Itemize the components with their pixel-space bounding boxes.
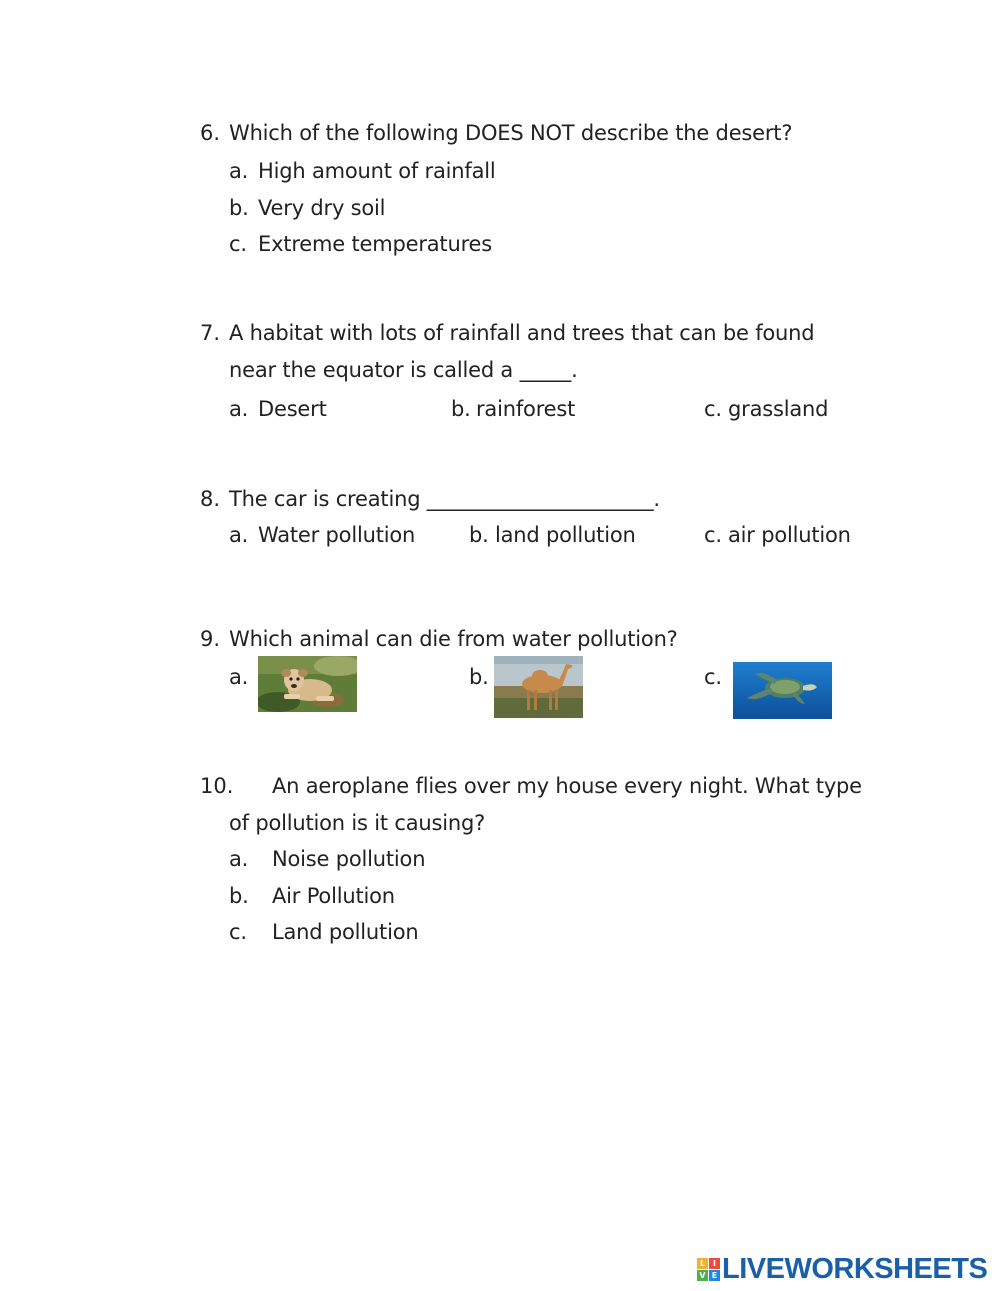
- logo-block-l: L: [697, 1258, 708, 1269]
- question-number: 7.: [200, 321, 221, 345]
- option-text[interactable]: rainforest: [476, 397, 576, 421]
- question-number: 10.: [200, 774, 234, 798]
- option-label: a.: [229, 159, 249, 183]
- option-label: c.: [229, 920, 247, 944]
- option-text[interactable]: Water pollution: [258, 523, 416, 547]
- logo-blocks-icon: [697, 1258, 720, 1281]
- option-text[interactable]: grassland: [728, 397, 829, 421]
- option-text[interactable]: High amount of rainfall: [258, 159, 496, 183]
- sea-turtle-image: [733, 662, 832, 719]
- liveworksheets-logo: [697, 1252, 993, 1286]
- sea-turtle-photo[interactable]: [733, 662, 832, 719]
- option-text[interactable]: Desert: [258, 397, 327, 421]
- option-label: b.: [469, 523, 489, 547]
- dog-image: [258, 656, 357, 712]
- option-label: a.: [229, 397, 249, 421]
- logo-block-v: V: [697, 1270, 708, 1281]
- question-text: A habitat with lots of rainfall and trees that can be found: [229, 321, 815, 345]
- option-label: b.: [229, 196, 249, 220]
- question-number: 6.: [200, 121, 221, 145]
- option-label: c.: [704, 665, 722, 689]
- question-number: 8.: [200, 487, 221, 511]
- logo-block-e: E: [709, 1270, 720, 1281]
- question-text: of pollution is it causing?: [229, 811, 486, 835]
- option-text[interactable]: Land pollution: [272, 920, 419, 944]
- option-text[interactable]: Very dry soil: [258, 196, 386, 220]
- question-number: 9.: [200, 627, 221, 651]
- option-label: a.: [229, 665, 249, 689]
- camel-photo[interactable]: [494, 656, 583, 718]
- dog-photo[interactable]: [258, 656, 357, 712]
- option-text[interactable]: Air Pollution: [272, 884, 395, 908]
- option-text[interactable]: Noise pollution: [272, 847, 426, 871]
- option-label: c.: [229, 232, 247, 256]
- option-label: a.: [229, 847, 249, 871]
- question-text: near the equator is called a _____.: [229, 358, 578, 382]
- logo-text: LIVEWORKSHEETS: [722, 1252, 988, 1285]
- option-text[interactable]: Extreme temperatures: [258, 232, 493, 256]
- option-label: b.: [451, 397, 471, 421]
- logo-block-i: I: [709, 1258, 720, 1269]
- option-text[interactable]: air pollution: [728, 523, 851, 547]
- question-text: Which animal can die from water pollution?: [229, 627, 678, 651]
- option-label: a.: [229, 523, 249, 547]
- option-label: c.: [704, 523, 722, 547]
- question-text: An aeroplane flies over my house every night. What type: [272, 774, 862, 798]
- option-text[interactable]: land pollution: [495, 523, 636, 547]
- option-label: b.: [469, 665, 489, 689]
- question-text: Which of the following DOES NOT describe the desert?: [229, 121, 793, 145]
- camel-image: [494, 656, 583, 718]
- option-label: b.: [229, 884, 249, 908]
- option-label: c.: [704, 397, 722, 421]
- question-text: The car is creating ______________________.: [229, 487, 660, 511]
